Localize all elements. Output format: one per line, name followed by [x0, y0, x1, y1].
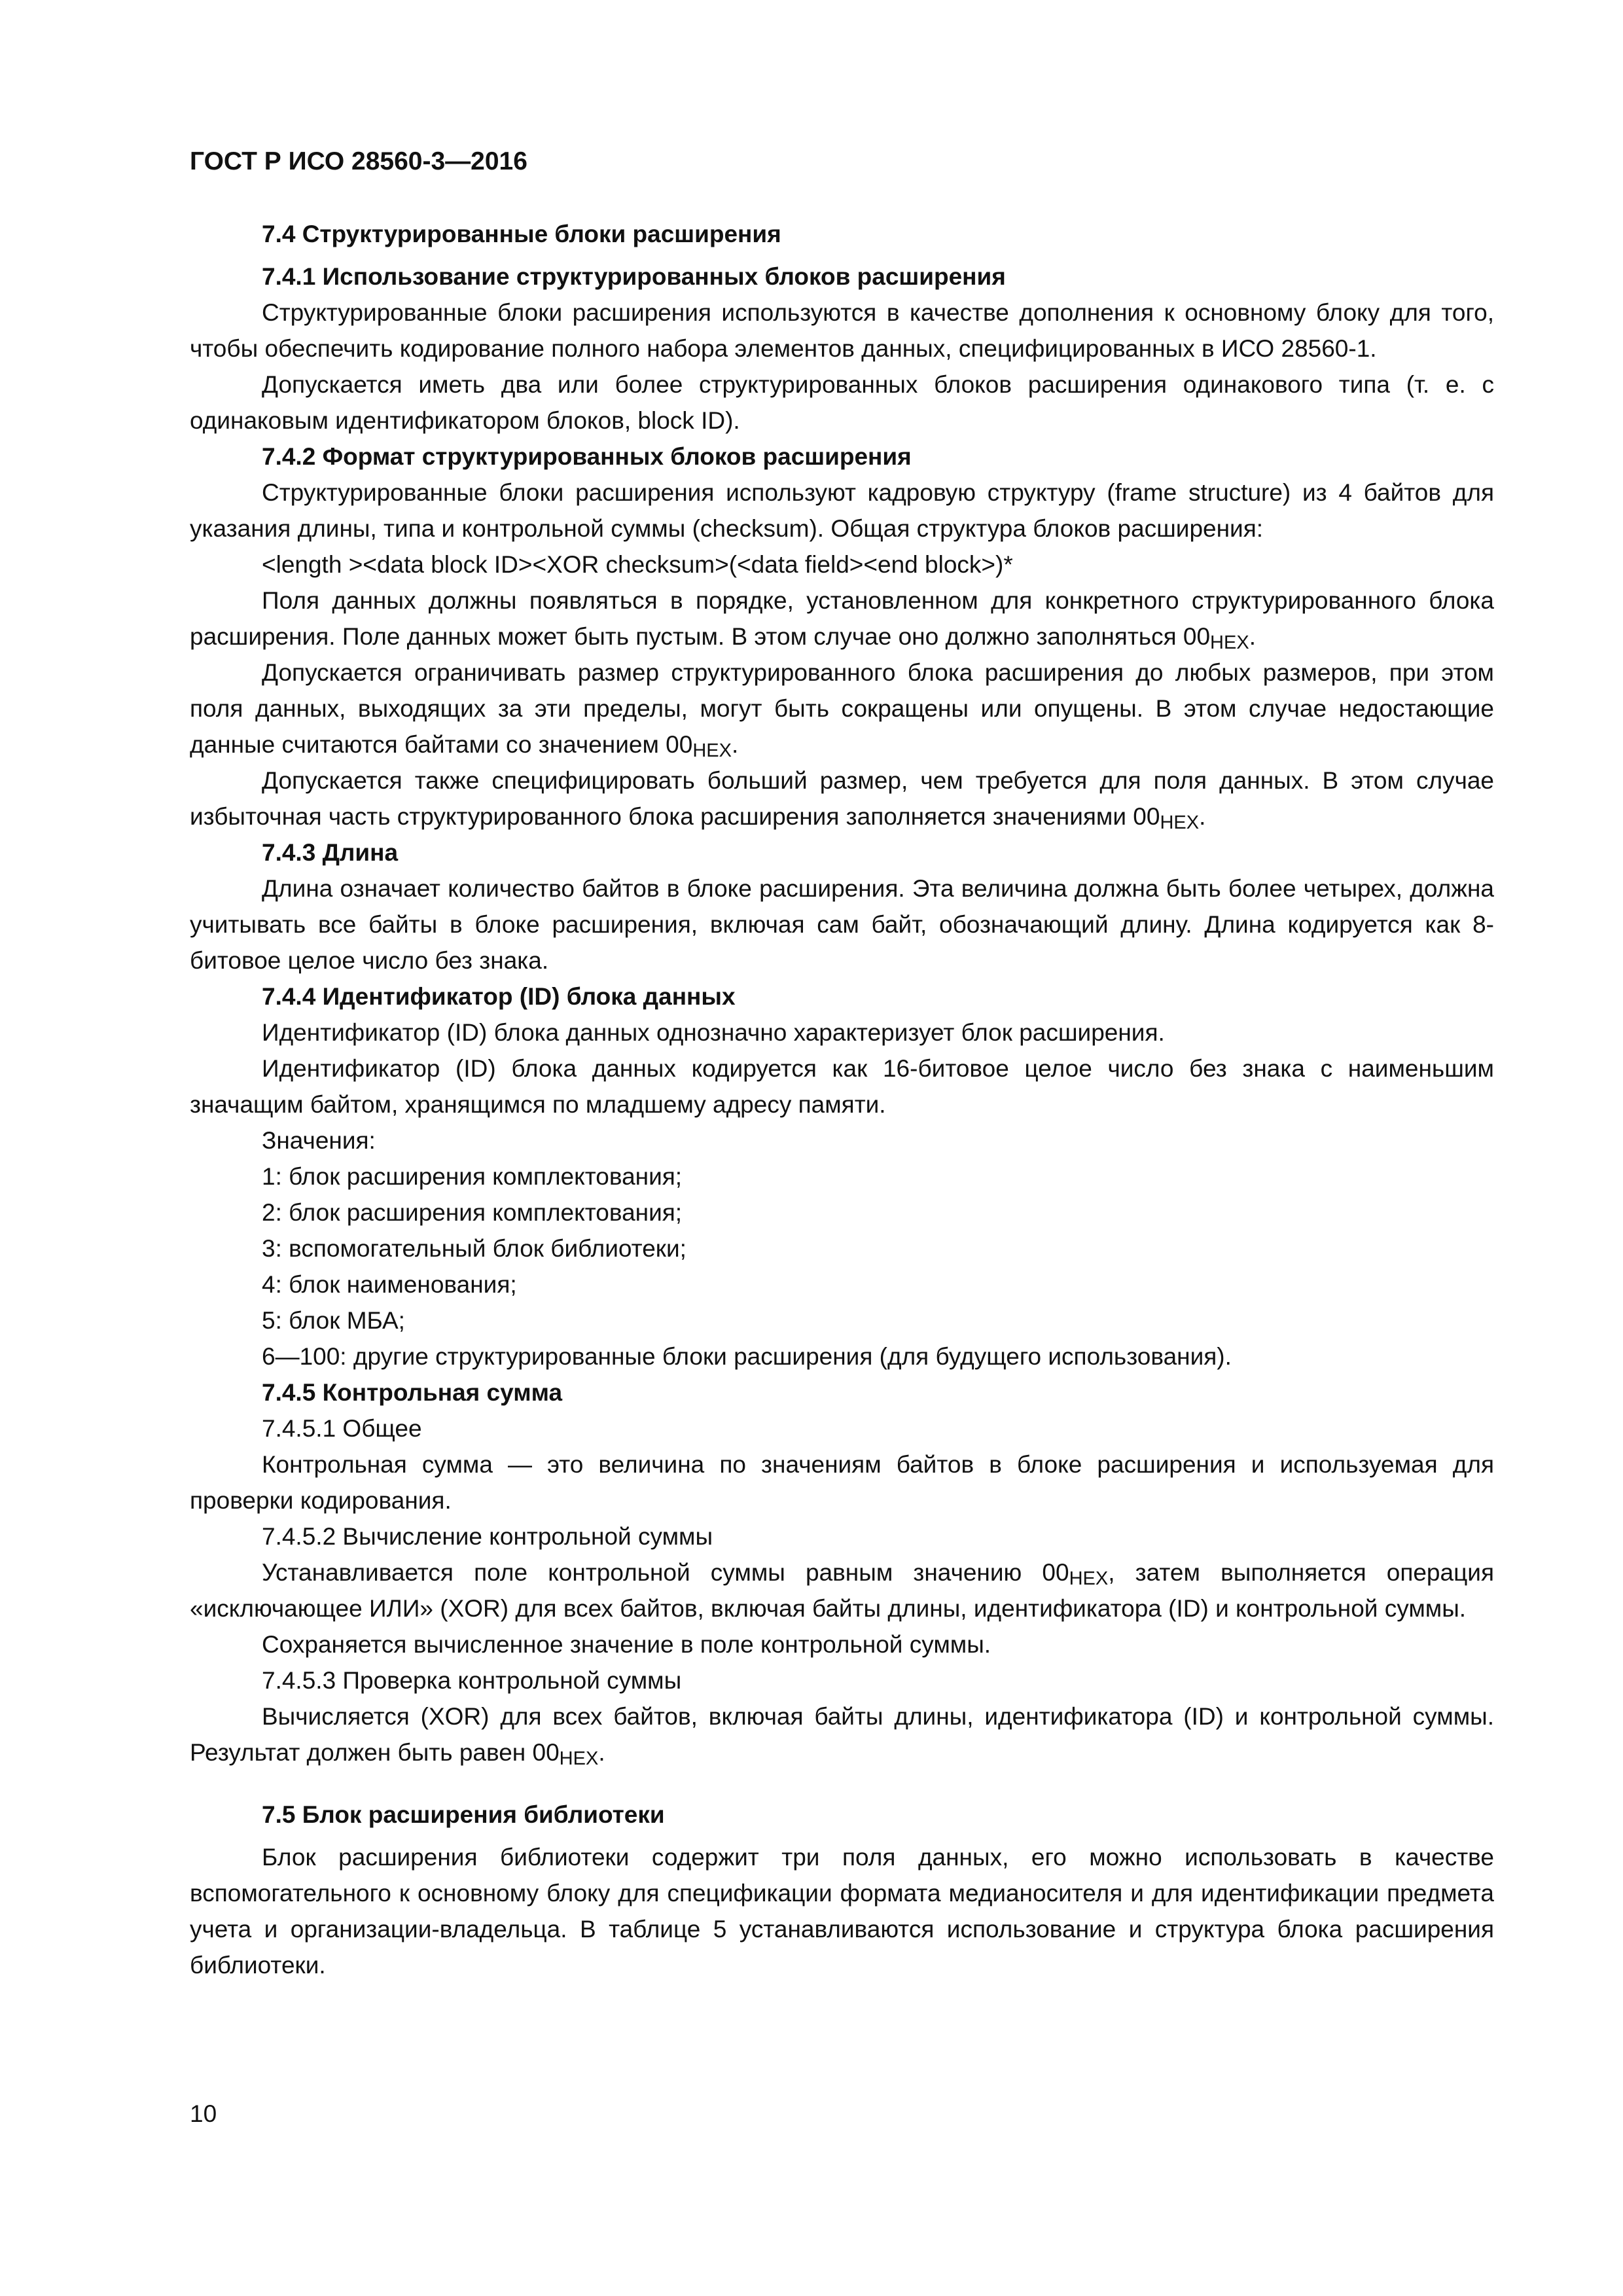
page-number: 10 [190, 2100, 217, 2127]
paragraph: Сохраняется вычисленное значение в поле контрольной суммы. [262, 1631, 991, 1658]
hex-subscript: HEX [692, 740, 732, 761]
structure-formula: <length ><data block ID><XOR checksum>(<data field><end block>)* [262, 551, 1013, 578]
paragraph: Допускается ограничивать размер структурированного блока расширения до любых размеров, при этом поля данных, выходящих за эти пределы, могут быть сокращены или опущены. В этом случае недостающие данные считаются байтами со значением $00_{HEX}$. [190, 659, 1494, 761]
list-item: 4: блок наименования; [262, 1271, 517, 1298]
paragraph: Структурированные блоки расширения используются в качестве дополнения к основному блоку для того, чтобы обеспечить кодирование полного набора элементов данных, специфицированных в ИСО 28560-1. [190, 299, 1494, 362]
section-7-4-2-heading: 7.4.2 Формат структурированных блоков расширения [262, 443, 912, 470]
section-7-4-heading: 7.4 Структурированные блоки расширения [262, 221, 781, 247]
paragraph: Допускается также специфицировать больший размер, чем требуется для поля данных. В этом случае избыточная часть структурированного блока расширения заполняется значениями $00_{HEX}$. [190, 767, 1494, 833]
paragraph: Контрольная сумма — это величина по значениям байтов в блоке расширения и используемая для проверки кодирования. [190, 1451, 1494, 1514]
page-content [190, 216, 1494, 1983]
document-header: ГОСТ Р ИСО 28560-3—2016 [190, 147, 527, 175]
paragraph: Устанавливается поле контрольной суммы равным значению $00_{HEX}$, затем выполняется операция «исключающее ИЛИ» (XOR) для всех байтов, включая байты длины, идентификатора (ID) и контрольной суммы. [190, 1559, 1494, 1622]
paragraph: Структурированные блоки расширения используют кадровую структуру (frame structure) из 4 байтов для указания длины, типа и контрольной суммы (checksum). Общая структура блоков расширения: [190, 479, 1494, 542]
list-item: 6—100: другие структурированные блоки расширения (для будущего использования). [262, 1343, 1232, 1370]
subsection-7-4-5-1: 7.4.5.1 Общее [262, 1415, 422, 1442]
hex-subscript: HEX [1160, 812, 1200, 833]
section-7-4-4-heading: 7.4.4 Идентификатор (ID) блока данных [262, 983, 736, 1010]
list-item: 3: вспомогательный блок библиотеки; [262, 1235, 687, 1262]
hex-subscript: HEX [559, 1748, 599, 1769]
values-label: Значения: [262, 1127, 376, 1154]
paragraph: Длина означает количество байтов в блоке расширения. Эта величина должна быть более четырех, должна учитывать все байты в блоке расширения, включая сам байт, обозначающий длину. Длина кодируется как 8-битовое целое число без знака. [190, 875, 1494, 974]
paragraph: Идентификатор (ID) блока данных кодируется как 16-битовое целое число без знака с наименьшим значащим байтом, хранящимся по младшему адресу памяти. [190, 1055, 1494, 1118]
paragraph: Допускается иметь два или более структурированных блоков расширения одинакового типа (т. е. с одинаковым идентификатором блоков, block ID). [190, 371, 1494, 434]
subsection-7-4-5-2: 7.4.5.2 Вычисление контрольной суммы [262, 1523, 713, 1550]
list-item: 2: блок расширения комплектования; [262, 1199, 683, 1226]
hex-subscript: HEX [1069, 1568, 1109, 1589]
paragraph: Идентификатор (ID) блока данных однозначно характеризует блок расширения. [262, 1019, 1165, 1046]
subsection-7-4-5-3: 7.4.5.3 Проверка контрольной суммы [262, 1667, 682, 1694]
section-7-5-heading: 7.5 Блок расширения библиотеки [262, 1801, 665, 1828]
list-item: 1: блок расширения комплектования; [262, 1163, 683, 1190]
hex-subscript: HEX [1210, 632, 1249, 653]
paragraph: Поля данных должны появляться в порядке, установленном для конкретного структурированного блока расширения. Поле данных может быть пустым. В этом случае оно должно заполняться $00_{HEX}$. [190, 587, 1494, 653]
paragraph: Вычисляется (XOR) для всех байтов, включая байты длины, идентификатора (ID) и контрольной суммы. Результат должен быть равен $00_{HEX}$. [190, 1703, 1494, 1769]
section-7-4-3-heading: 7.4.3 Длина [262, 839, 399, 866]
paragraph: Блок расширения библиотеки содержит три поля данных, его можно использовать в качестве вспомогательного к основному блоку для спецификации формата медианосителя и для идентификации предмета учета и организации-владельца. В таблице 5 устанавливаются использование и структура блока расширения библиотеки. [190, 1844, 1494, 1979]
list-item: 5: блок МБА; [262, 1307, 405, 1334]
section-7-4-5-heading: 7.4.5 Контрольная сумма [262, 1379, 563, 1406]
section-7-4-1-heading: 7.4.1 Использование структурированных блоков расширения [262, 263, 1006, 290]
